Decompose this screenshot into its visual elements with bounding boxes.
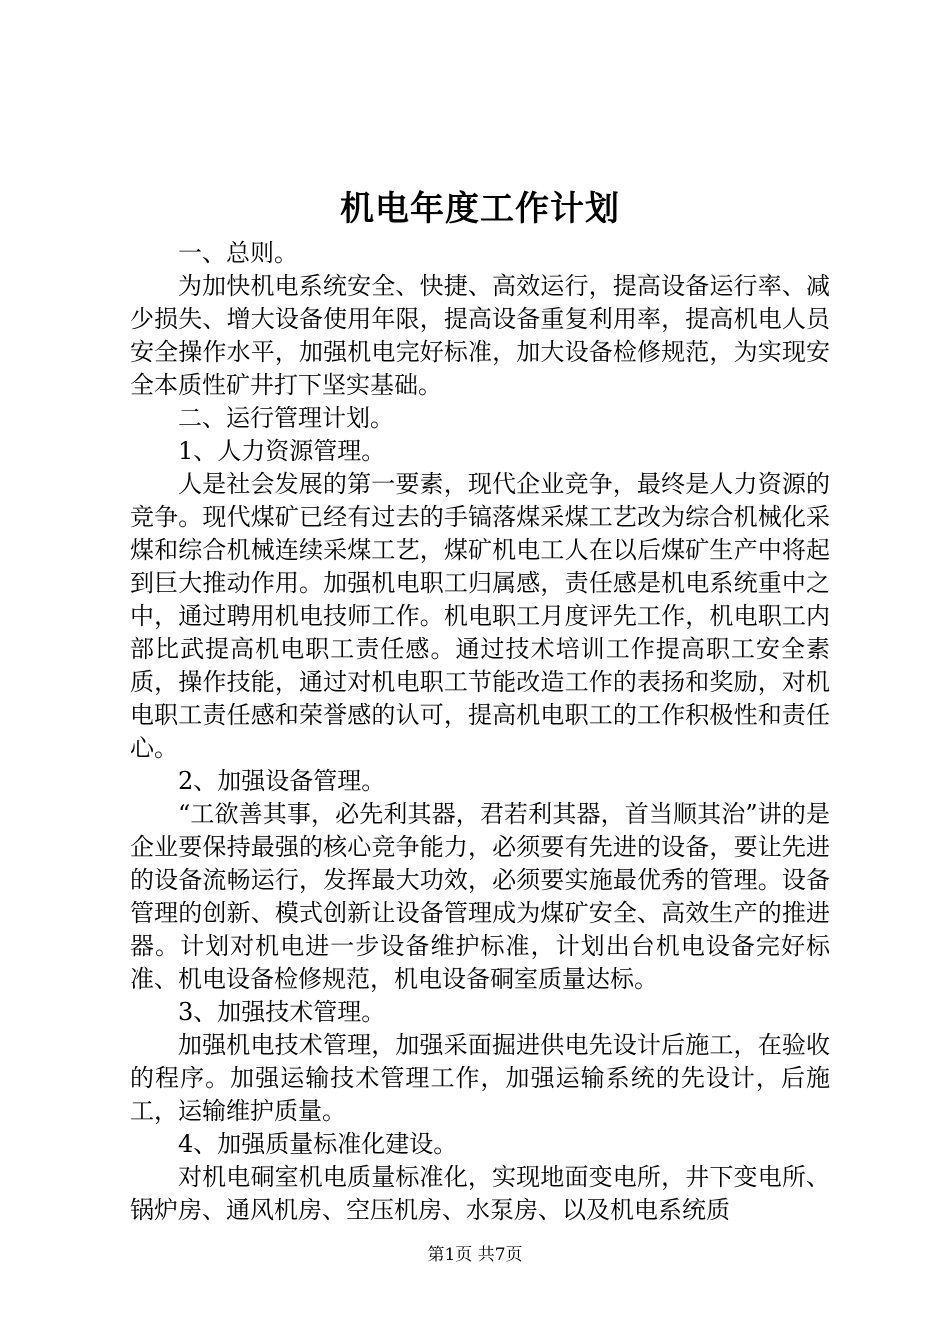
paragraph-4: 1、人力资源管理。 bbox=[178, 437, 386, 465]
paragraph-3: 二、运行管理计划。 bbox=[178, 404, 394, 432]
paragraph-2: 为加快机电系统安全、快捷、高效运行，提高设备运行率、减少损失、增大设备使用年限，提高设备重复利用率，提高机电人员安全操作水平，加强机电完好标准，加大设备检修规范，为实现安全本质性矿井打下坚实基础。 bbox=[130, 272, 830, 399]
paragraph-10: 4、加强质量标准化建设。 bbox=[178, 1130, 458, 1158]
paragraph-5: 人是社会发展的第一要素，现代企业竞争，最终是人力资源的竞争。现代煤矿已经有过去的手镐落煤采煤工艺改为综合机械化采煤和综合机械连续采煤工艺，煤矿机电工人在以后煤矿生产中将起到巨大推动作用。加强机电职工归属感，责任感是机电系统重中之中，通过聘用机电技师工作。机电职工月度评先工作，机电职工内部比武提高机电职工责任感。通过技术培训工作提高职工安全素质，操作技能，通过对机电职工节能改造工作的表扬和奖励，对机电职工责任感和荣誉感的认可，提高机电职工的工作积极性和责任心。 bbox=[130, 470, 830, 762]
paragraph-9: 加强机电技术管理，加强采面掘进供电先设计后施工，在验收的程序。加强运输技术管理工作，加强运输系统的先设计，后施工，运输维护质量。 bbox=[130, 1031, 830, 1125]
paragraph-6: 2、加强设备管理。 bbox=[178, 767, 386, 795]
page-footer: 第1页 共7页 bbox=[427, 1245, 523, 1265]
document-title: 机电年度工作计划 bbox=[340, 189, 620, 229]
paragraph-11: 对机电硐室机电质量标准化，实现地面变电所，井下变电所、锅炉房、通风机房、空压机房、水泵房、以及机电系统质 bbox=[130, 1163, 830, 1224]
paragraph-8: 3、加强技术管理。 bbox=[178, 998, 386, 1026]
paragraph-1: 一、总则。 bbox=[178, 239, 298, 267]
paragraph-7: “工欲善其事，必先利其器，君若利其器，首当顺其治”讲的是企业要保持最强的核心竞争能力，必须要有先进的设备，要让先进的设备流畅运行，发挥最大功效，必须要实施最优秀的管理。设备管理的创新、模式创新让设备管理成为煤矿安全、高效生产的推进器。计划对机电进一步设备维护标准，计划出台机电设备完好标准、机电设备检修规范，机电设备硐室质量达标。 bbox=[130, 800, 830, 993]
document-page bbox=[130, 185, 830, 1227]
